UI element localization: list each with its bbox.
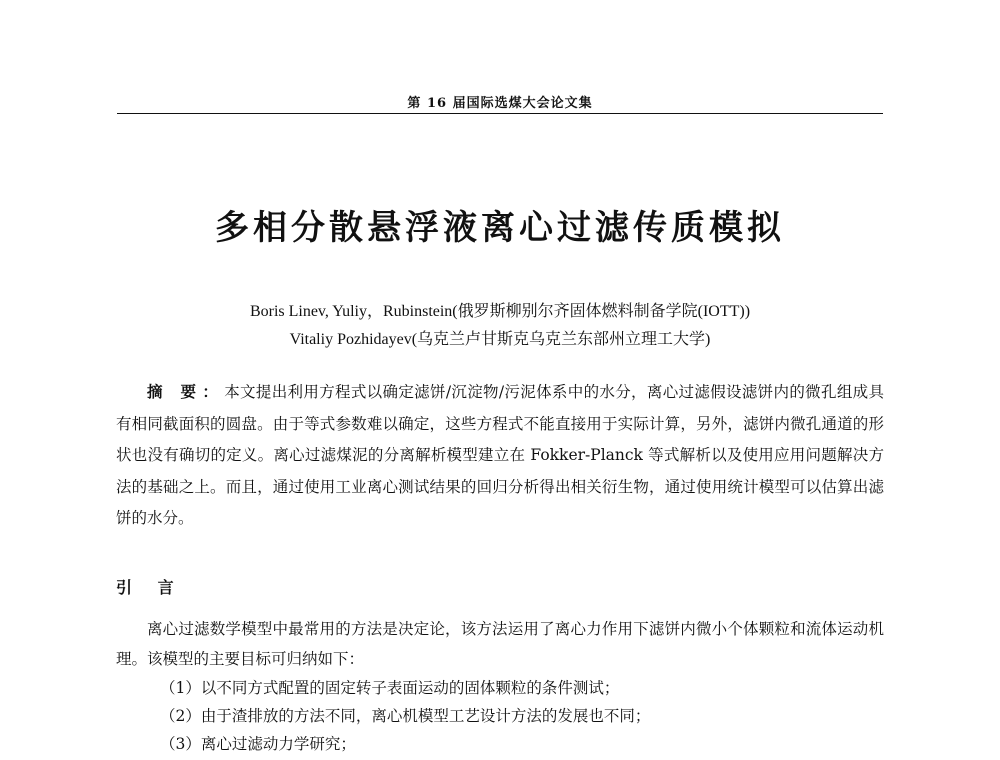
abstract: [116, 376, 884, 535]
running-header: 第 16 届国际选煤大会论文集: [407, 96, 593, 111]
abstract-text: 本文提出利用方程式以确定滤饼/沉淀物/污泥体系中的水分，离心过滤假设滤饼内的微孔组成具有相同截面积的圆盘。由于等式参数难以确定，这些方程式不能直接用于实际计算，另外，滤饼内微孔通道的形状也没有确切的定义。离心过滤煤泥的分离解析模型建立在 Fokker-Planck 等式解析以及使用应用问题解决方法的基础之上。而且，通过使用工业离心测试结果的回归分析得出相关衍生物，通过使用统计模型可以估算出滤饼的水分。: [116, 383, 884, 527]
paper-title: 多相分散悬浮液离心过滤传质模拟: [215, 208, 785, 248]
list-item: （1）以不同方式配置的固定转子表面运动的固体颗粒的条件测试；: [160, 679, 620, 697]
abstract-label: 摘 要：: [147, 382, 225, 401]
intro-paragraph: 离心过滤数学模型中最常用的方法是决定论，该方法运用了离心力作用下滤饼内微小个体颗粒和流体运动机理。该模型的主要目标可归纳如下：: [116, 620, 884, 668]
list-item: （2）由于渣排放的方法不同，离心机模型工艺设计方法的发展也不同；: [160, 707, 651, 725]
objectives-list: [160, 674, 884, 758]
header-rule: [117, 113, 883, 114]
author-line: Boris Linev, Yuliy，Rubinstein(俄罗斯柳别尔齐固体燃料制备学院(IOTT)): [249, 303, 751, 320]
list-item: （3）离心过滤动力学研究；: [160, 735, 356, 753]
section-heading-intro: 引 言: [116, 578, 184, 597]
author-line: Vitaliy Pozhidayev(乌克兰卢甘斯克乌克兰东部州立理工大学): [289, 331, 711, 348]
